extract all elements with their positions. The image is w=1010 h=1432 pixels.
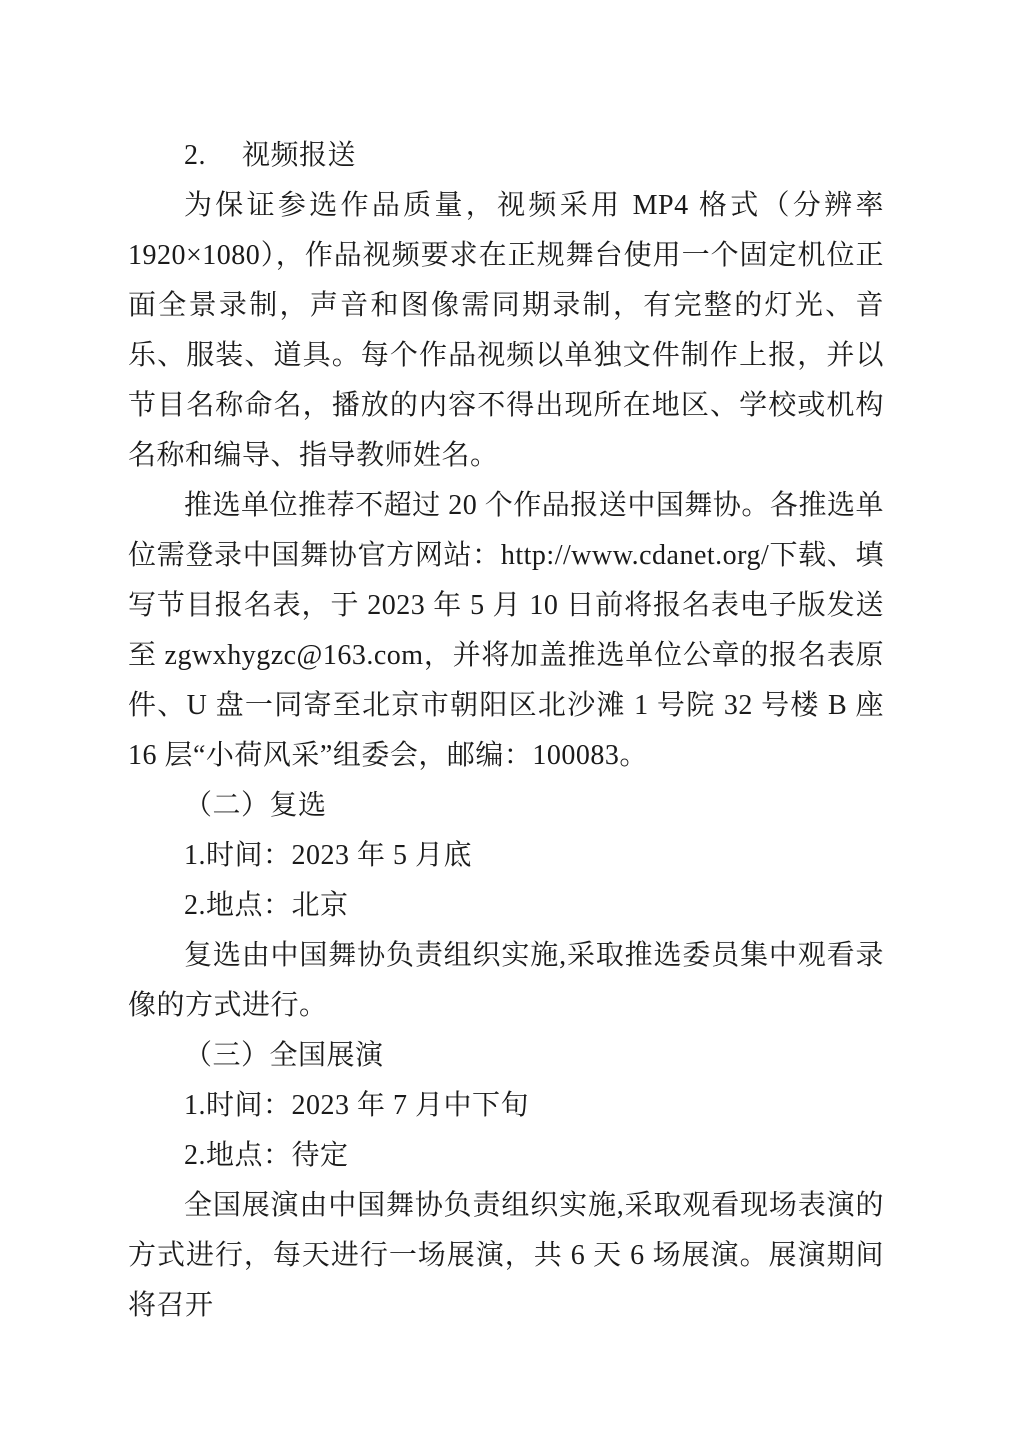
heading-section-3-national-showcase: （三）全国展演 (184, 1040, 384, 1071)
heading-item-2-video-submission: 2. 视频报送 (184, 140, 357, 171)
paragraph-showcase-method: 全国展演由中国舞协负责组织实施,采取观看现场表演的方式进行，每天进行一场展演，共 6 天 6 场展演。展演期间将召开 (128, 1190, 884, 1321)
item-showcase-location: 2.地点：待定 (184, 1140, 349, 1171)
item-reselection-time: 1.时间：2023 年 5 月底 (184, 840, 473, 871)
paragraph-submission-instructions: 推选单位推荐不超过 20 个作品报送中国舞协。各推选单位需登录中国舞协官方网站：http://www.cdanet.org/下载、填写节目报名表，于 2023 年 5 月 10 日前将报名表电子版发送至 zgwxhygzc@163.com，并将加盖推选单位公章的报名表原件、U 盘一同寄至北京市朝阳区北沙滩 1 号院 32 号楼 B 座 16 层“小荷风采”组委会，邮编：100083。 (128, 490, 884, 771)
item-showcase-time: 1.时间：2023 年 7 月中下旬 (184, 1090, 530, 1121)
item-reselection-location: 2.地点：北京 (184, 890, 349, 921)
heading-section-2-reselection: （二）复选 (184, 790, 327, 821)
paragraph-video-format-requirements: 为保证参选作品质量，视频采用 MP4 格式（分辨率 1920×1080），作品视频要求在正规舞台使用一个固定机位正面全景录制，声音和图像需同期录制，有完整的灯光、音乐、服装、道具。每个作品视频以单独文件制作上报，并以节目名称命名，播放的内容不得出现所在地区、学校或机构名称和编导、指导教师姓名。 (128, 190, 884, 471)
paragraph-reselection-method: 复选由中国舞协负责组织实施,采取推选委员集中观看录像的方式进行。 (128, 940, 884, 1021)
document-body (128, 131, 884, 1331)
